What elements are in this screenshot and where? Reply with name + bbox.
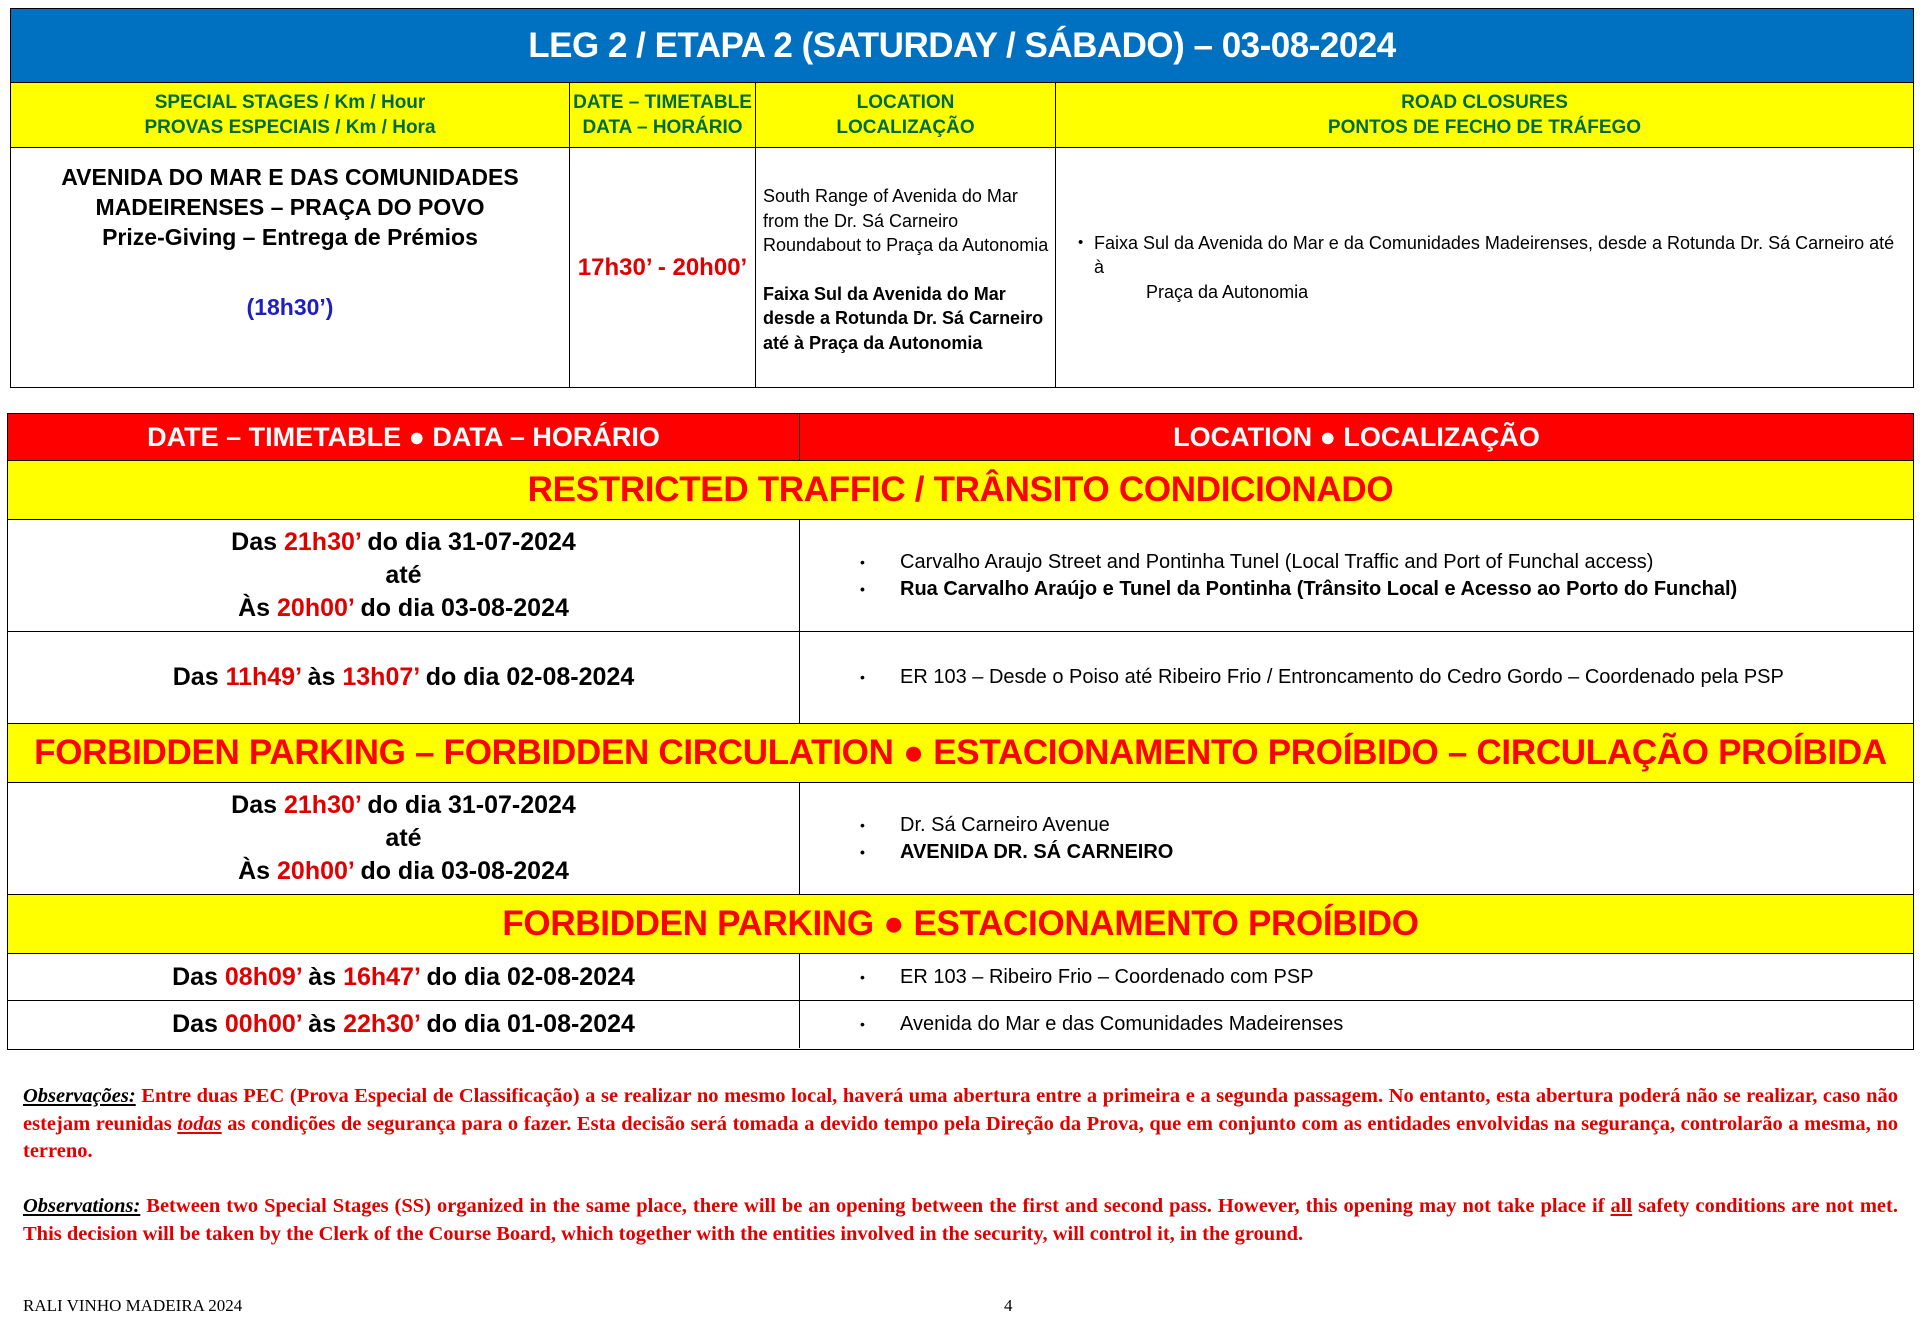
leg2-stage-table <box>10 8 1914 388</box>
bullet-icon: • <box>1078 233 1084 251</box>
road-closures-cell <box>1056 148 1913 387</box>
list-item: • Dr. Sá Carneiro Avenue <box>860 812 1913 839</box>
band-forbidden-parking: FORBIDDEN PARKING ● ESTACIONAMENTO PROÍBIDO <box>8 895 1913 954</box>
top-body-row <box>11 148 1913 387</box>
bullet-icon: • <box>860 816 865 833</box>
observations-portuguese: Observações: Entre duas PEC (Prova Especial de Classificação) a se realizar no mesmo local, haverá uma abertura entre a primeira e a segunda passagem. No entanto, esta abertura poderá não se realizar, caso não estejam reunidas todas as condições de segurança para o fazer. Esta decisão será tomada a devido tempo pela Direção da Prova, que em conjunto com as entidades envolvidas na segurança, controlarão a mesma, no terreno. <box>23 1085 1898 1162</box>
restrictions-header-row <box>8 414 1913 461</box>
row-location <box>800 783 1913 894</box>
row-date: Das 21h30’ do dia 31-07-2024 até Às 20h00’ do dia 03-08-2024 <box>8 783 800 894</box>
bullet-icon: • <box>860 580 865 597</box>
header-road-closures: ROAD CLOSURES PONTOS DE FECHO DE TRÁFEGO <box>1327 92 1642 138</box>
location-english: South Range of Avenida do Mar from the Dr. Sá Carneiro Roundabout to Praça da Autonomia <box>763 186 1049 255</box>
band-forbidden-parking-circulation: FORBIDDEN PARKING – FORBIDDEN CIRCULATION ● ESTACIONAMENTO PROÍBIDO – CIRCULAÇÃO PROÍBIDA <box>8 724 1913 783</box>
header-special-stages: SPECIAL STAGES / Km / Hour PROVAS ESPECIAIS / Km / Hora <box>11 83 570 147</box>
bullet-icon: • <box>860 843 865 860</box>
header-location-2: LOCATION ● LOCALIZAÇÃO <box>1173 421 1540 452</box>
table-row <box>8 1001 1913 1048</box>
location-portuguese: Faixa Sul da Avenida do Mar desde a Rotunda Dr. Sá Carneiro até à Praça da Autonomia <box>763 283 1044 353</box>
row-location <box>800 1001 1913 1048</box>
list-item: • AVENIDA DR. SÁ CARNEIRO <box>860 839 1913 866</box>
row-date: Das 11h49’ às 13h07’ do dia 02-08-2024 <box>8 632 800 723</box>
list-item: • ER 103 – Ribeiro Frio – Coordenado com PSP <box>860 964 1913 991</box>
observations-english: Observations: Between two Special Stages (SS) organized in the same place, there will be an opening between the first and second pass. However, this opening may not take place if all safety conditions are not met. This decision will be taken by the Clerk of the Course Board, which together with the entities involved in the security, will control it, in the ground. <box>23 1195 1898 1245</box>
table-row <box>8 783 1913 895</box>
traffic-restrictions-table <box>7 413 1914 1050</box>
table-row <box>8 632 1913 724</box>
row-date: Das 08h09’ às 16h47’ do dia 02-08-2024 <box>8 954 800 1000</box>
band-restricted-traffic: RESTRICTED TRAFFIC / TRÂNSITO CONDICIONADO <box>8 461 1913 520</box>
bullet-icon: • <box>860 553 865 570</box>
list-item: • ER 103 – Desde o Poiso até Ribeiro Frio / Entroncamento do Cedro Gordo – Coordenado pela PSP <box>860 664 1913 691</box>
closure-item: • Faixa Sul da Avenida do Mar e da Comunidades Madeirenses, desde a Rotunda Dr. Sá Carneiro até à Praça da Autonomia <box>1078 231 1903 305</box>
table-row <box>8 520 1913 632</box>
list-item: • Carvalho Araujo Street and Pontinha Tunel (Local Traffic and Port of Funchal access) <box>860 549 1913 576</box>
header-location: LOCATION LOCALIZAÇÃO <box>756 83 1056 147</box>
bullet-icon: • <box>860 669 865 685</box>
leg-title: LEG 2 / ETAPA 2 (SATURDAY / SÁBADO) – 03-08-2024 <box>11 9 1913 83</box>
row-location <box>800 954 1913 1000</box>
header-date-timetable-2: DATE – TIMETABLE ● DATA – HORÁRIO <box>8 414 800 460</box>
row-location <box>800 632 1913 723</box>
list-item: • Avenida do Mar e das Comunidades Madeirenses <box>860 1011 1913 1038</box>
bullet-icon: • <box>860 968 865 985</box>
stage-name-cell: AVENIDA DO MAR E DAS COMUNIDADES MADEIRENSES – PRAÇA DO POVO Prize-Giving – Entrega de Prémios (18h30’) <box>11 148 570 387</box>
row-date: Das 21h30’ do dia 31-07-2024 até Às 20h00’ do dia 03-08-2024 <box>8 520 800 631</box>
stage-time: (18h30’) <box>246 294 334 320</box>
top-header-row <box>11 83 1913 148</box>
header-date-timetable: DATE – TIMETABLE DATA – HORÁRIO <box>570 83 756 147</box>
list-item: • Rua Carvalho Araújo e Tunel da Pontinha (Trânsito Local e Acesso ao Porto do Funchal) <box>860 576 1913 603</box>
page-number: 4 <box>1004 1296 1013 1315</box>
bullet-icon: • <box>860 1016 865 1032</box>
row-date: Das 00h00’ às 22h30’ do dia 01-08-2024 <box>8 1001 800 1048</box>
stage-location <box>756 148 1056 387</box>
footer-event-name: RALI VINHO MADEIRA 2024 <box>23 1296 243 1315</box>
row-location <box>800 520 1913 631</box>
stage-timetable: 17h30’ - 20h00’ <box>570 148 756 387</box>
table-row <box>8 954 1913 1001</box>
